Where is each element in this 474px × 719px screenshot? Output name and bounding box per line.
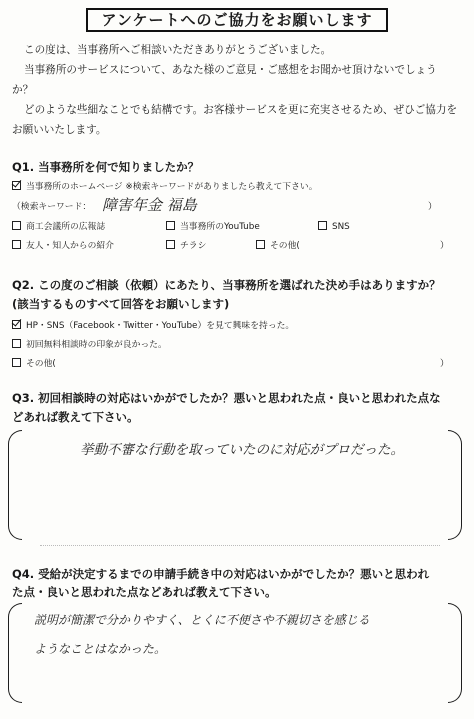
q2-option-hp[interactable] [12,320,294,332]
q1-option-youtube[interactable] [166,221,260,233]
q1-option-sns-label: SNS [332,222,350,232]
q2-option-first[interactable] [12,339,167,351]
q1-option-other[interactable] [256,240,300,252]
q2-option-other-label: その他( [26,359,56,369]
checkbox-icon[interactable] [12,339,21,348]
checkbox-icon[interactable] [12,221,21,230]
q1-option-other-label: その他( [270,241,300,251]
q1-option-flyer-label: チラシ [180,241,207,251]
q3-question-line-1: Q3. 初回相談時の対応はいかがでしたか？悪いと思われた点・良いと思われた点な [12,391,441,405]
q4-answer-bracket-right [448,603,462,703]
checkbox-checked-icon[interactable] [12,181,21,190]
q1-keyword-close: ） [428,202,438,212]
checkbox-icon[interactable] [318,221,327,230]
q4-answer-line-2[interactable]: ようなことはなかった。 [34,642,167,656]
q2-option-hp-label: HP・SNS（Facebook・Twitter・YouTube）を見て興味を持った。 [26,321,295,331]
q2-option-other[interactable] [12,358,56,370]
q1-option-friend-label: 友人・知人からの紹介 [26,241,114,251]
survey-title: アンケートへのご協力をお願いします [86,8,388,32]
q1-option-chamber[interactable] [12,221,105,233]
q2-other-close: ） [440,359,450,369]
scan-divider [40,545,440,549]
checkbox-checked-icon[interactable] [12,320,21,329]
checkbox-icon[interactable] [12,240,21,249]
checkbox-icon[interactable] [256,240,265,249]
q1-option-homepage-label: 当事務所のホームページ ※検索キーワードがありましたら教えて下さい。 [26,182,318,192]
q1-question: Q1. 当事務所を何で知りましたか？ [12,160,200,174]
q2-question: Q2. この度のご相談（依頼）にあたり、当事務所を選ばれた決め手はありますか？ [12,278,441,292]
q1-keyword-label: （検索キーワード： [12,202,92,212]
intro-line-3: か？ [12,84,34,96]
q1-other-close: ） [440,241,450,251]
q3-answer-bracket-right [448,430,462,540]
intro-line-4: どのような些細なことでも結構です。お客様サービスを更に充実させるため、ぜひご協力を [24,104,458,116]
q4-answer-bracket-left [8,603,22,703]
q1-option-homepage[interactable] [12,181,318,193]
q1-option-chamber-label: 商工会議所の広報誌 [26,222,106,232]
intro-line-5: お願いいたします。 [12,124,107,136]
q3-answer-bracket-left [8,430,22,540]
q1-option-youtube-label: 当事務所のYouTube [180,222,260,232]
q3-answer[interactable]: 挙動不審な行動を取っていたのに対応がプロだった。 [80,442,404,458]
q1-keyword-answer: 障害年金 福島 [102,196,197,214]
q4-answer-line-1[interactable]: 説明が簡潔で分かりやすく、とくに不便さや不親切さを感じる [34,613,370,627]
q2-subtitle: (該当するものすべて回答をお願いします) [12,297,230,311]
q4-question-line-2: た点・良いと思われた点などあれば教えて下さい。 [12,585,277,599]
q1-option-sns[interactable] [318,221,350,233]
q2-option-first-label: 初回無料相談時の印象が良かった。 [26,340,167,350]
q1-option-flyer[interactable] [166,240,206,252]
intro-line-2: 当事務所のサービスについて、あなた様のご意見・ご感想をお聞かせ頂けないでしょう [24,64,437,76]
intro-line-1: この度は、当事務所へご相談いただきありがとうございました。 [24,44,332,56]
checkbox-icon[interactable] [166,240,175,249]
q4-question-line-1: Q4. 受給が決定するまでの申請手続き中の対応はいかがでしたか？悪いと思われ [12,567,430,581]
checkbox-icon[interactable] [12,358,21,367]
q1-option-friend[interactable] [12,240,114,252]
checkbox-icon[interactable] [166,221,175,230]
q3-question-line-2: どあれば教えて下さい。 [12,410,139,424]
